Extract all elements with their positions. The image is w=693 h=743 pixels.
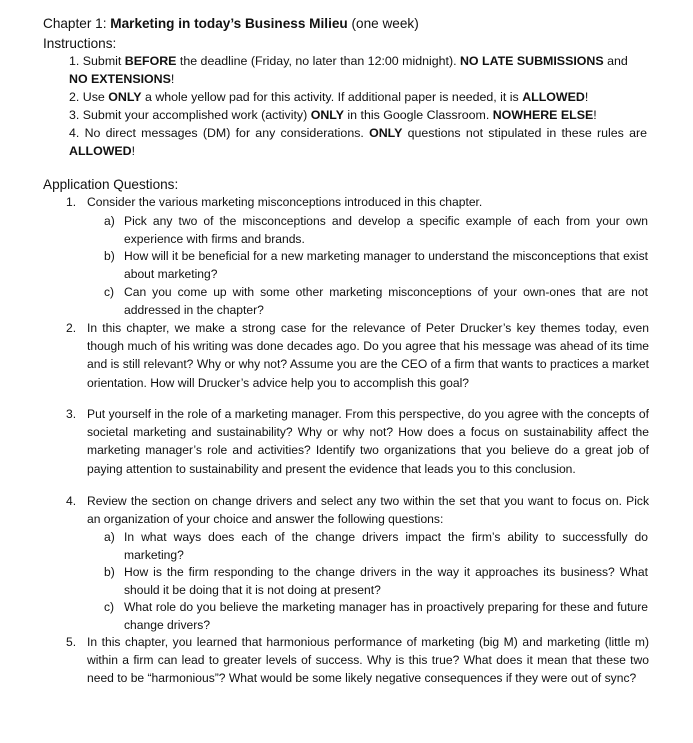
instruction-emphasis: ONLY bbox=[310, 108, 344, 122]
sub-question-letter: c) bbox=[104, 285, 115, 299]
instruction-emphasis: ONLY bbox=[369, 126, 403, 140]
sub-question-text: How is the firm responding to the change drivers in the way it approaches its business? What should it be doing that it is not doing at present? bbox=[124, 565, 648, 598]
question-text: Put yourself in the role of a marketing manager. From this perspective, do you agree with the concepts of societal marketing and sustainability? Why or why not? How does a focus on sustainability affect the marketing manager’s role and activities? Identify two organizations that you believe do a great job of paying attention to sustainability and present the evidence that leads you to this conclusion. bbox=[87, 407, 649, 476]
question-text: In this chapter, we make a strong case for the relevance of Peter Drucker’s key themes today, even though much of his writing was done decades ago. Do you agree that his message was ahead of its time and is still relevant? Why or why not? Assume you are the CEO of a firm that wants to practices a market orientation. How will Drucker’s advice help you to accomplish this goal? bbox=[87, 321, 649, 390]
question-1 bbox=[66, 193, 649, 211]
sub-question-letter: a) bbox=[104, 214, 115, 228]
question-text: In this chapter, you learned that harmonious performance of marketing (big M) and marketing (little m) within a firm can lead to greater levels of success. Why is this true? What does it mean that these two need to be “harmonious”? What would be some likely negative consequences if they were out of sync? bbox=[87, 635, 649, 686]
question-number: 1. bbox=[66, 195, 77, 209]
question-number: 3. bbox=[66, 407, 77, 421]
instruction-text: 1. Submit bbox=[69, 54, 125, 68]
instruction-emphasis: ALLOWED bbox=[69, 144, 132, 158]
instruction-emphasis: NOWHERE ELSE bbox=[492, 108, 594, 122]
question-5 bbox=[66, 633, 649, 688]
question-text: Consider the various marketing misconceptions introduced in this chapter. bbox=[87, 195, 483, 209]
sub-question-text: What role do you believe the marketing manager has in proactively preparing for these and future change drivers? bbox=[124, 600, 648, 633]
instruction-emphasis: NO EXTENSIONS bbox=[69, 72, 171, 86]
question-4-c bbox=[104, 598, 648, 634]
question-1-a bbox=[104, 212, 648, 248]
instruction-text: 4. No direct messages (DM) for any considerations. bbox=[69, 126, 370, 140]
question-number: 5. bbox=[66, 635, 77, 649]
instruction-text: ! bbox=[131, 144, 136, 158]
chapter-title-name: Marketing in today’s Business Milieu bbox=[110, 16, 348, 31]
question-1-b bbox=[104, 247, 648, 283]
sub-question-letter: b) bbox=[104, 249, 115, 263]
sub-question-letter: c) bbox=[104, 600, 115, 614]
chapter-title-duration: (one week) bbox=[347, 16, 419, 31]
sub-question-letter: b) bbox=[104, 565, 115, 579]
instruction-emphasis: NO LATE SUBMISSIONS bbox=[459, 54, 604, 68]
instruction-2 bbox=[69, 88, 647, 106]
instructions-heading: Instructions: bbox=[43, 36, 117, 51]
question-4-a bbox=[104, 528, 648, 564]
instruction-emphasis: ONLY bbox=[108, 90, 142, 104]
instruction-3 bbox=[69, 106, 647, 124]
instruction-text: 3. Submit your accomplished work (activity) bbox=[69, 108, 311, 122]
sub-question-text: Can you come up with some other marketing misconceptions of your own-ones that are not addressed in the chapter? bbox=[124, 285, 648, 318]
instruction-1 bbox=[69, 52, 647, 88]
instruction-text: 2. Use bbox=[69, 90, 109, 104]
sub-question-text: In what ways does each of the change drivers impact the firm’s ability to successfully do marketing? bbox=[124, 530, 648, 563]
instruction-emphasis: ALLOWED bbox=[522, 90, 585, 104]
question-3 bbox=[66, 405, 649, 478]
question-number: 4. bbox=[66, 494, 77, 508]
question-1-c bbox=[104, 283, 648, 319]
instruction-text: a whole yellow pad for this activity. If additional paper is needed, it is bbox=[141, 90, 523, 104]
instruction-text: ! bbox=[584, 90, 589, 104]
chapter-title bbox=[43, 15, 419, 33]
instruction-text: and bbox=[603, 54, 628, 68]
question-text: Review the section on change drivers and select any two within the set that you want to focus on. Pick an organization of your choice and answer the following questions: bbox=[87, 494, 649, 527]
question-2 bbox=[66, 319, 649, 392]
application-questions-heading: Application Questions: bbox=[43, 177, 179, 192]
question-4-b bbox=[104, 563, 648, 599]
question-number: 2. bbox=[66, 321, 77, 335]
instruction-text: questions not stipulated in these rules are bbox=[402, 126, 647, 140]
instruction-emphasis: BEFORE bbox=[124, 54, 177, 68]
instruction-text: the deadline (Friday, no later than 12:00 midnight). bbox=[176, 54, 460, 68]
instruction-text: ! bbox=[593, 108, 597, 122]
instruction-4 bbox=[69, 124, 647, 160]
sub-question-text: Pick any two of the misconceptions and develop a specific example of each from your own experience with firms and brands. bbox=[124, 214, 648, 247]
instruction-text: in this Google Classroom. bbox=[343, 108, 493, 122]
instruction-text: ! bbox=[170, 72, 175, 86]
question-4 bbox=[66, 492, 649, 528]
chapter-title-prefix: Chapter 1: bbox=[43, 16, 111, 31]
sub-question-letter: a) bbox=[104, 530, 115, 544]
sub-question-text: How will it be beneficial for a new marketing manager to understand the misconceptions that exist about marketing? bbox=[124, 249, 648, 282]
